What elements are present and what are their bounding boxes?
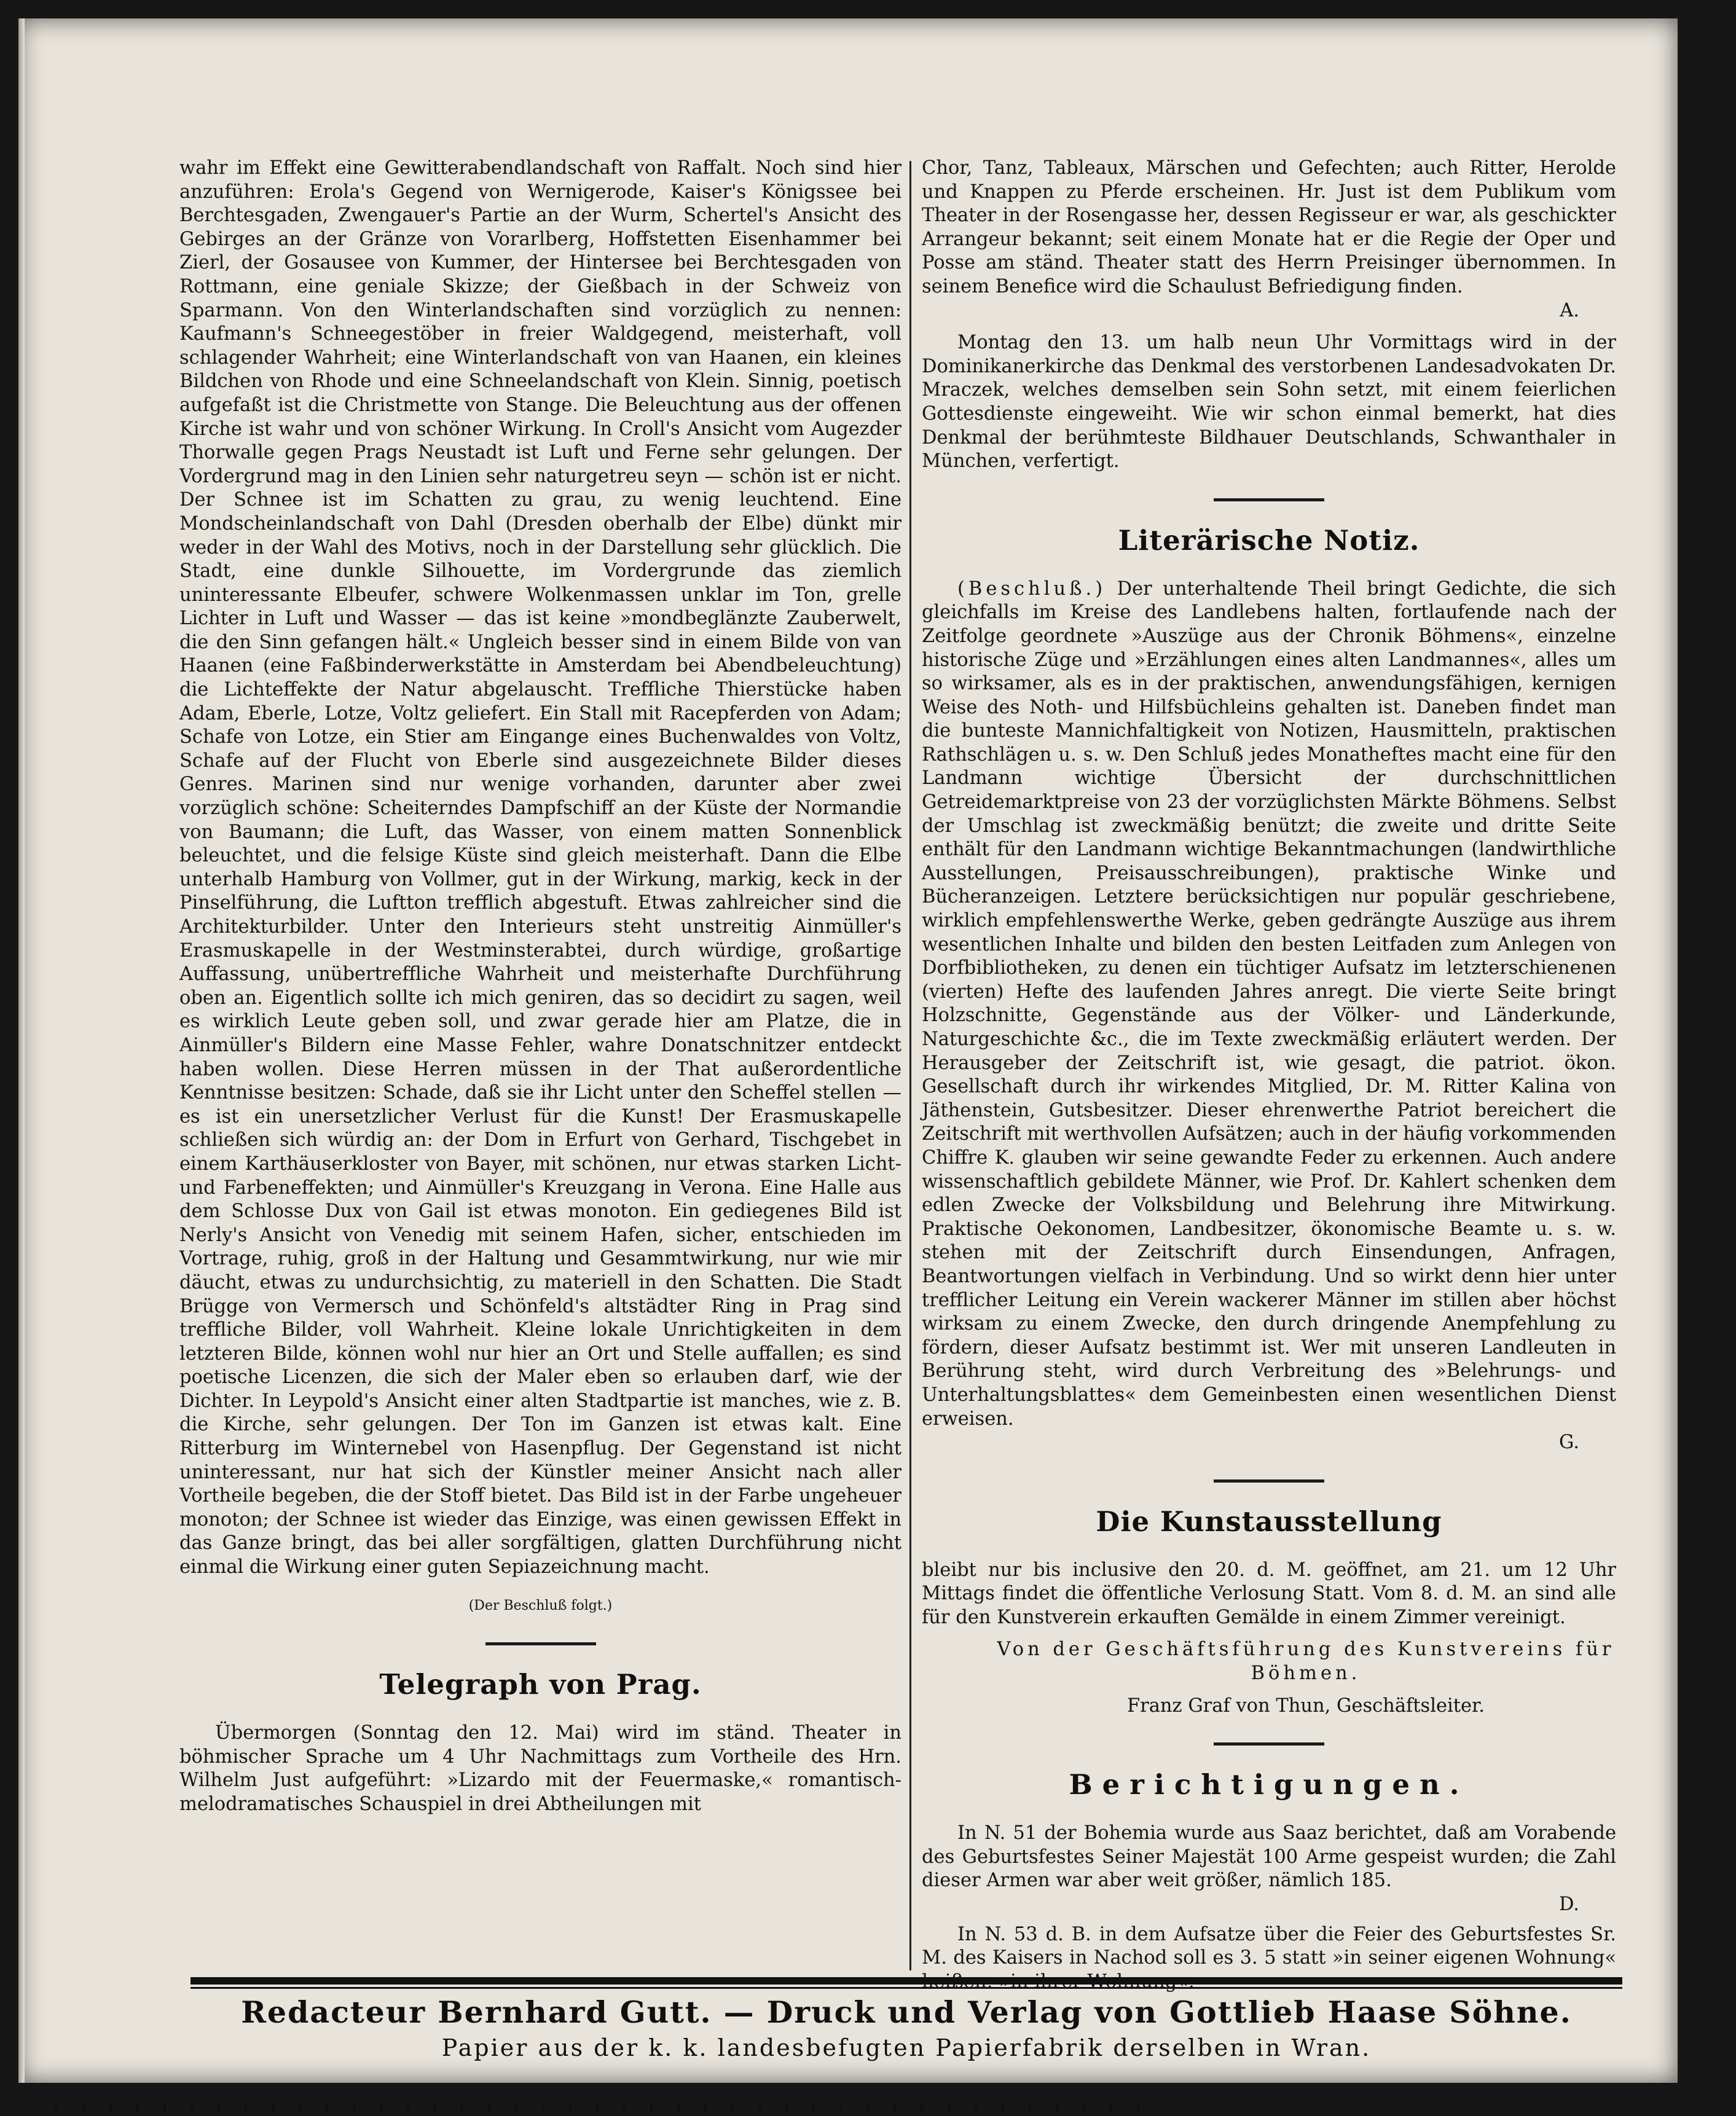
- telegraph-text: Übermorgen (Sonntag den 12. Mai) wird im ständ. Theater in böhmischer Sprache um 4 Uhr Nachmittags zum Vortheile des Hrn. Wilhelm Just aufgeführt: »Lizardo mit der Feuermaske,« romantisch-melodramatisches Schauspiel in drei Abtheilungen mit: [179, 1722, 901, 1815]
- berichtigung-item-2: In N. 53 d. B. in dem Aufsatze über die Feier des Geburtsfestes Sr. M. des Kaisers in Nachod soll es 3. 5 statt »in seiner eigenen Wohnung«: [922, 1923, 1616, 1969]
- notiz-heading: Literärische Notiz.: [1118, 523, 1420, 557]
- telegraph-signature: A.: [1560, 299, 1579, 321]
- right-column: [922, 157, 1616, 1975]
- berichtigung-signature: D.: [1558, 1894, 1579, 1916]
- footer-rule-thin: [190, 1987, 1622, 1989]
- art-review-paragraph: wahr im Effekt eine Gewitterabendlandschaft von Raffalt. Noch sind hier anzuführen: Erola's Gegend von Wernigerode, Kaiser's Königssee bei Berchtesgaden, Zwengauer's Partie an der Wurm, Schertel's Ansicht des Gebirges an der Gränze von Vorarlberg, Hoffstetten Eisenhammer bei Zierl, der Gosausee von Kummer, der Hintersee bei Berchtesgaden von Rottmann, eine geniale Skizze; der Gießbach in der Schweiz von Sparmann. Von den Winterlandschaften sind vorzüglich zu nennen: Kaufmann's Schneegestöber in freier Waldgegend, meisterhaft, voll schlagender Wahrheit; eine Winterlandschaft von van Haanen, ein kleines Bildchen von Rhode und eine Schneelandschaft von Klein. Sinnig, poetisch aufgefaßt ist die Christmette von Stange. Die Beleuchtung aus der offenen Kirche ist wahr und von schöner Wirkung. In Croll's Ansicht vom Augezder Thorwalle gegen Prags Neustadt ist Luft und Ferne sehr gelungen. Der Vordergrund mag in den Linien sehr naturgetreu seyn — schön ist er nicht. Der Schnee ist im Schatten zu grau, zu wenig leuchtend. Eine Mondscheinlandschaft von Dahl (Dresden oberhalb der Elbe) dünkt mir weder in der Wahl des Motivs, noch in der Darstellung sehr glücklich. Die Stadt, eine dunkle Silhouette, im Vordergrunde das ziemlich uninteressante Elbeufer, schwere Wolkenmassen unklar im Ton, grelle Lichter in Luft und Wasser — das ist keine »mondbeglänzte Zauberwelt, die den Sinn gefangen hält.« Ungleich besser sind in einem Bilde von van Haanen (eine Faßbinderwerkstätte in Amsterdam bei Abendbeleuchtung) die Lichteffekte der Natur abgelauscht. Treffliche Thierstücke haben Adam, Eberle, Lotze, Voltz geliefert. Ein Stall mit Racepferden von Adam; Schafe von Lotze, ein Stier am Eingange eines Buchenwaldes von Voltz, Schafe auf der Flucht von Eberle sind ausgezeichnete Bilder dieses Genres. Marinen sind nur wenige vorhanden, darunter aber zwei vorzüglich schöne: Scheiterndes Dampfschiff an der Küste der Normandie von Baumann; die Luft, das Wasser, von einem matten Sonnenblick beleuchtet, und die felsige Küste sind gleich meisterhaft. Dann die Elbe unterhalb Hamburg von Vollmer, gut in der Wirkung, markig, keck in der Pinselführung, die Luftton trefflich abgestuft. Etwas zahlreicher sind die Architekturbilder. Unter den Interieurs steht unstreitig Ainmüller's Erasmuskapelle in der Westminsterabtei, durch würdige, großartige Auffassung, unübertreffliche Wahrheit und meisterhafte Durchführung oben an. Eigentlich sollte ich mich geniren, das so decidirt zu sagen, weil es wirklich Leute geben soll, und zwar gerade hier am Platze, die in Ainmüller's Bildern eine Masse Fehler, wahre Donatschnitzer entdeckt haben wollen. Diese Herren müssen in der That außerordentliche Kenntnisse besitzen: Schade, daß sie ihr Licht unter den Scheffel stellen — es ist ein unersetzlicher Verlust für die Kunst! Der Erasmuskapelle schließen sich würdig an: der Dom in Erfurt von Gerhard, Tischgebet in einem Karthäuserkloster von Bayer, mit schönen, nur etwas starken Licht- und Farbeneffekten; und Ainmüller's Kreuzgang in Verona. Eine Halle aus dem Schlosse Dux von Gail ist etwas monoton. Ein gediegenes Bild ist Nerly's Ansicht von Venedig mit seinem Hafen, sicher, entschieden im Vortrage, ruhig, groß in der Haltung und Gesammtwirkung, nur wie mir däucht, etwas zu undurchsichtig, zu materiell in den Schatten. Die Stadt Brügge von Vermersch und Schönfeld's altstädter Ring in Prag sind treffliche Bilder, voll Wahrheit. Kleine lokale Unrichtigkeiten in dem letzteren Bilde, können wohl nur hier an Ort und Stelle auffallen; es sind poetische Licenzen, die sich der Maler eben so erlauben darf, wie der Dichter. In Leypold's Ansicht einer alten Stadtpartie ist manches, wie z. B. die Kirche, sehr gelungen. Der Ton im Ganzen ist etwas kalt. Eine Ritterburg im Winternebel von Hasenpflug. Der Gegenstand ist nicht uninteressant, nur hat sich der Künstler meiner Ansicht nach aller Vortheile begeben, die der Stoff bietet. Das Bild ist in der Farbe ungeheuer monoton; der Schnee ist wieder das Einzige, was einen gewissen Effekt in das Ganze bringt, das bei aller sorgfältigen, glatten Durchführung nicht einmal die Wirkung einer guten Sepiazeichnung macht.: [179, 157, 901, 1578]
- left-column: [179, 157, 901, 1975]
- newspaper-page: [18, 18, 1678, 2083]
- kunst-signature-director: Franz Graf von Thun, Geschäftsleiter.: [1126, 1695, 1485, 1717]
- notiz-lead: (Beschluß.): [957, 578, 1107, 600]
- telegraph-heading: Telegraph von Prag.: [379, 1668, 702, 1701]
- bleed-through-marks: [55, 2104, 1161, 2113]
- footer-rule-thick: [190, 1977, 1622, 1985]
- imprint: [190, 1993, 1622, 2064]
- notiz-text: Der unterhaltende Theil bringt Gedichte, die sich gleichfalls im Kreise des Landlebens halten, fortlaufende nach der Zeitfolge geordnete »Auszüge aus der Chronik Böhmens«, einzelne historische Züge und »Erzählungen eines alten Landmannes«, alles um so wirksamer, als es in der praktischen, anwendungsfähigen, kernigen Weise des Noth- und Hilfsbüchleins gehalten ist. Daneben findet man die bunteste Mannichfaltigkeit von Notizen, Hausmitteln, praktischen Rathschlägen u. s. w. Den Schluß jedes Monatheftes macht eine für den Landmann wichtige Übersicht der durchschnittlichen Getreidemarktpreise von 23 der vorzüglichsten Märkte Böhmens. Selbst der Umschlag ist zweckmäßig benützt; die zweite und dritte Seite enthält für den Landmann wichtige Bekanntmachungen (landwirthliche Ausstellungen, Preisausschreibungen), praktische Winke und Bücheranzeigen. Letztere berücksichtigen nur populär geschriebene, wirklich empfehlenswerthe Werke, geben gedrängte Auszüge aus ihrem wesentlichen Inhalte und bilden den besten Leitfaden zum Anlegen von Dorfbibliotheken, zu denen ein tüchtiger Aufsatz im letzterschienenen (vierten) Hefte des laufenden Jahres anregt. Die vierte Seite bringt Holzschnitte, Gegenstände aus der Völker- und Länderkunde, Naturgeschichte &c., die im Texte zweckmäßig erläutert werden. Der Herausgeber der Zeitschrift ist, wie gesagt, die patriot. ökon. Gesellschaft durch ihr wirkendes Mitglied, Dr. M. Ritter Kalina von Jäthenstein, Gutsbesitzer. Dieser ehrenwerthe Patriot bereichert die Zeitschrift mit werthvollen Aufsätzen; auch in der häufig vorkommenden Chiffre K. glauben wir seine gewandte Feder zu erkennen. Auch andere wissenschaftlich gebildete Männer, wie Prof. Dr. Kahlert schenken dem edlen Zwecke der Volksbildung und Belehrung ihre Mitwirkung. Praktische Oekonomen, Landbesitzer, ökonomische Beamte u. s. w. stehen mit der Zeitschrift durch Einsendungen, Anfragen, Beantwortungen vielfach in Verbindung. Und so wirkt denn hier unter trefflicher Leitung ein Verein wackerer Männer im stillen aber höchst wirksam zu einem Zwecke, den durch dringende Anempfehlung zu fördern, dieser Aufsatz bestimmt ist. Wer mit unseren Landleuten in Berührung steht, wird durch Verbreitung des »Belehrungs- und Unterhaltungsblattes« dem Gemeinbesten einen wesentlichen Dienst erweisen.: [922, 578, 1616, 1430]
- column-rule: [909, 161, 911, 1970]
- kunst-heading: Die Kunstausstellung: [1096, 1505, 1442, 1538]
- imprint-editor-line: Redacteur Bernhard Gutt. — Druck und Verlag von Gottlieb Haase Söhne.: [241, 1994, 1572, 2030]
- imprint-paper-line: Papier aus der k. k. landesbefugten Papierfabrik derselben in Wran.: [441, 2034, 1372, 2061]
- kunst-text: bleibt nur bis inclusive den 20. d. M. geöffnet, am 21. um 12 Uhr Mittags findet die öffentliche Verlosung Statt. Vom 8. d. M. an sind alle für den Kunstverein erkauften Gemälde in einem Zimmer vereinigt.: [922, 1559, 1616, 1628]
- kunst-signature-committee: Von der Geschäftsführung des Kunstvereins für Böhmen.: [997, 1639, 1615, 1685]
- berichtigungen-heading: Berichtigungen.: [1069, 1768, 1469, 1801]
- notiz-signature: G.: [1559, 1432, 1579, 1454]
- section-divider: [1214, 1479, 1324, 1483]
- section-divider: [485, 1642, 596, 1645]
- notiz-paragraph: [922, 578, 1616, 1431]
- section-divider: [1214, 498, 1324, 501]
- telegraph-continued-text: Chor, Tanz, Tableaux, Märschen und Gefechten; auch Ritter, Herolde und Knappen zu Pferde erscheinen. Hr. Just ist dem Publikum vom Theater in der Rosengasse her, dessen Regisseur er war, als geschickter Arrangeur bekannt; seit einem Monate hat er die Regie der Oper und Posse am ständ. Theater statt des Herrn Preisinger übernommen. In seinem Benefice wird die Schaulust Befriedigung finden.: [922, 157, 1616, 297]
- monument-notice: Montag den 13. um halb neun Uhr Vormittags wird in der Dominikanerkirche das Denkmal des verstorbenen Landesadvokaten Dr. Mraczek, welches demselben sein Sohn setzt, mit einem feierlichen Gottesdienste eingeweiht. Wie wir schon einmal bemerkt, hat dies Denkmal der berühmteste Bildhauer Deutschlands, Schwanthaler in München, verfertigt.: [922, 332, 1616, 472]
- page-edge: [18, 18, 25, 2083]
- section-divider: [1214, 1742, 1324, 1746]
- berichtigung-item-1: In N. 51 der Bohemia wurde aus Saaz berichtet, daß am Vorabende des Geburtsfestes Seiner Majestät 100 Arme gespeist wurden; die Zahl dieser Armen war aber weit größer, nämlich 185.: [922, 1822, 1616, 1892]
- continued-note: (Der Beschluß folgt.): [468, 1597, 613, 1613]
